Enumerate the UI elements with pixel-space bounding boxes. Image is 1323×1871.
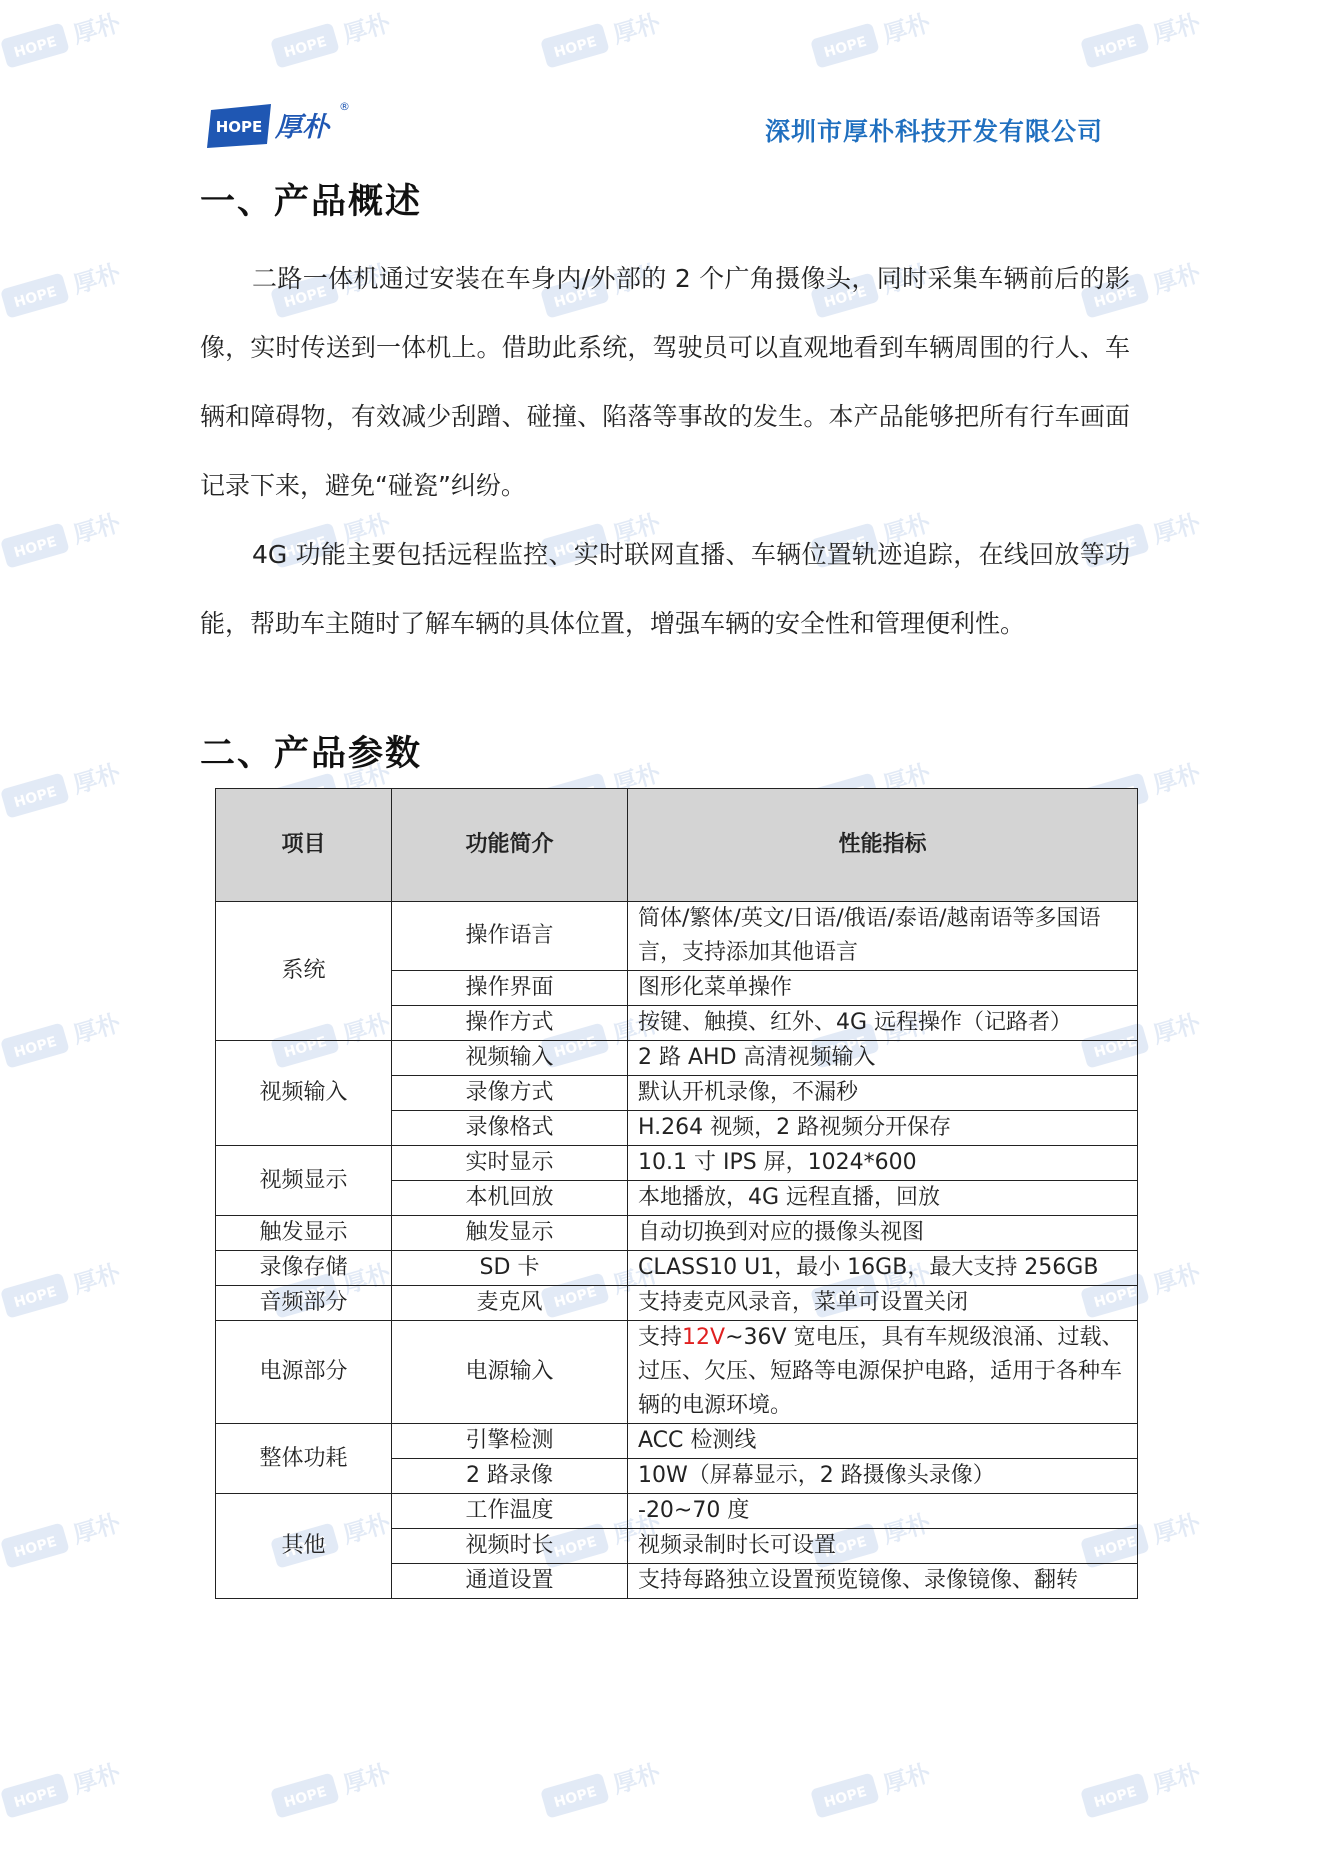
spec-table [215,788,1138,1599]
performance-cell: 10.1 寸 IPS 屏，1024*600 [628,1146,1138,1181]
table-row [216,1286,1138,1321]
function-cell: 操作界面 [392,971,628,1006]
overview-text [200,244,1130,658]
function-cell: 视频时长 [392,1529,628,1564]
category-cell: 其他 [216,1494,392,1599]
overview-paragraph: 二路一体机通过安装在车身内/外部的 2 个广角摄像头，同时采集车辆前后的影像，实时传送到一体机上。借助此系统，驾驶员可以直观地看到车辆周围的行人、车辆和障碍物，有效减少刮蹭、碰撞、陷落等事故的发生。本产品能够把所有行车画面记录下来，避免“碰瓷”纠纷。 [200,264,1130,500]
table-header-row [216,789,1138,902]
performance-cell: 本地播放，4G 远程直播，回放 [628,1181,1138,1216]
function-cell: 本机回放 [392,1181,628,1216]
function-cell: 操作方式 [392,1006,628,1041]
function-cell: 电源输入 [392,1321,628,1424]
table-row [216,1494,1138,1529]
power-text-prefix: 支持 [638,1325,683,1350]
table-row [216,1424,1138,1459]
performance-cell [628,1321,1138,1424]
performance-cell: CLASS10 U1，最小 16GB，最大支持 256GB [628,1251,1138,1286]
performance-cell: -20~70 度 [628,1494,1138,1529]
function-cell: 录像方式 [392,1076,628,1111]
logo-registered-mark: ® [339,100,350,113]
function-cell: 麦克风 [392,1286,628,1321]
category-cell: 触发显示 [216,1216,392,1251]
category-cell: 视频输入 [216,1041,392,1146]
performance-cell: 10W（屏幕显示，2 路摄像头录像） [628,1459,1138,1494]
company-name: 深圳市厚朴科技开发有限公司 [764,117,1103,146]
performance-cell: H.264 视频，2 路视频分开保存 [628,1111,1138,1146]
header-function: 功能简介 [392,789,628,902]
performance-cell: ACC 检测线 [628,1424,1138,1459]
category-cell: 录像存储 [216,1251,392,1286]
logo-text: 厚朴 [275,112,329,143]
power-text-suffix: ~36V 宽电压，具有车规级浪涌、过载、过压、欠压、短路等电源保护电路，适用于各种车辆的电源环境。 [638,1325,1124,1418]
performance-cell: 按键、触摸、红外、4G 远程操作（记路者） [628,1006,1138,1041]
performance-cell: 支持每路独立设置预览镜像、录像镜像、翻转 [628,1564,1138,1599]
header-item: 项目 [216,789,392,902]
function-cell: 通道设置 [392,1564,628,1599]
performance-cell: 视频录制时长可设置 [628,1529,1138,1564]
performance-cell: 简体/繁体/英文/日语/俄语/泰语/越南语等多国语言，支持添加其他语言 [628,902,1138,971]
performance-cell: 2 路 AHD 高清视频输入 [628,1041,1138,1076]
section-title-parameters: 二、产品参数 [200,733,423,774]
category-cell: 系统 [216,902,392,1041]
voltage-highlight: 12V [682,1325,726,1350]
function-cell: 录像格式 [392,1111,628,1146]
function-cell: 视频输入 [392,1041,628,1076]
category-cell: 音频部分 [216,1286,392,1321]
function-cell: 工作温度 [392,1494,628,1529]
function-cell: 2 路录像 [392,1459,628,1494]
performance-cell: 支持麦克风录音，菜单可设置关闭 [628,1286,1138,1321]
table-row [216,1216,1138,1251]
function-cell: 实时显示 [392,1146,628,1181]
category-cell: 电源部分 [216,1321,392,1424]
overview-paragraph: 4G 功能主要包括远程监控、实时联网直播、车辆位置轨迹追踪，在线回放等功能，帮助车主随时了解车辆的具体位置，增强车辆的安全性和管理便利性。 [200,540,1130,638]
category-cell: 整体功耗 [216,1424,392,1494]
category-cell: 视频显示 [216,1146,392,1216]
table-row [216,1251,1138,1286]
function-cell: 触发显示 [392,1216,628,1251]
section-title-overview: 一、产品概述 [200,181,423,222]
performance-cell: 图形化菜单操作 [628,971,1138,1006]
performance-cell: 默认开机录像，不漏秒 [628,1076,1138,1111]
header-performance: 性能指标 [628,789,1138,902]
table-row [216,1146,1138,1181]
hope-logo [205,96,355,152]
function-cell: 操作语言 [392,902,628,971]
function-cell: SD 卡 [392,1251,628,1286]
table-row [216,1321,1138,1424]
table-row [216,902,1138,971]
performance-cell: 自动切换到对应的摄像头视图 [628,1216,1138,1251]
table-row [216,1041,1138,1076]
function-cell: 引擎检测 [392,1424,628,1459]
logo-badge-text: HOPE [215,118,263,136]
